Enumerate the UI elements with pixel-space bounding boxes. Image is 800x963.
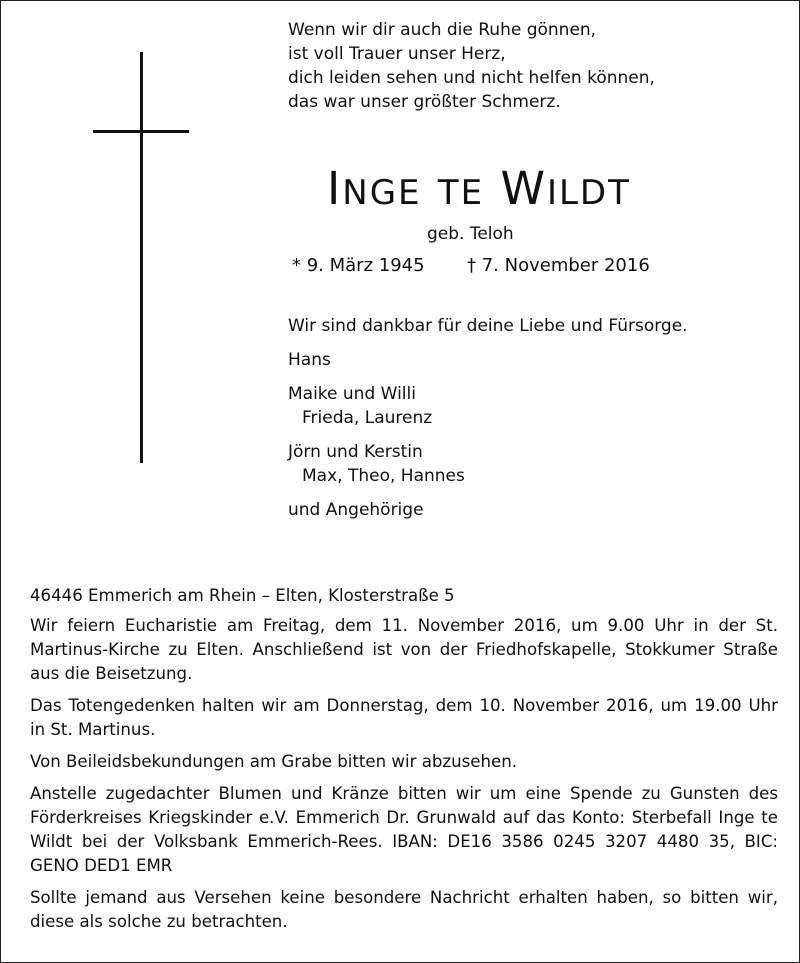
name-first-rest: NGE (342, 173, 422, 213)
name-last-initial: W (500, 162, 547, 215)
death-date: † 7. November 2016 (467, 255, 650, 276)
name-middle: TE (437, 173, 485, 213)
name-first-initial: I (327, 162, 343, 215)
mass-info: Wir feiern Eucharistie am Freitag, dem 11. November 2016, um 9.00 Uhr in der St. Martinus-Kirche zu Elten. Anschließend ist von der Friedhofskapelle, Stokkumer Straße aus die Beisetzung. (30, 616, 778, 683)
address: 46446 Emmerich am Rhein – Elten, Klosterstraße 5 (30, 586, 455, 605)
mourner-joern-children: Max, Theo, Hannes (302, 466, 465, 486)
mourner-hans: Hans (288, 350, 331, 370)
poem-line: das war unser größter Schmerz. (288, 92, 561, 112)
details-section (30, 584, 778, 942)
memorial-info: Das Totengedenken halten wir am Donnerstag, dem 10. November 2016, um 19.00 Uhr in St. Martinus. (30, 696, 778, 739)
mourner-relatives: und Angehörige (288, 500, 424, 520)
deceased-name (327, 162, 631, 215)
name-last-rest: ILDT (546, 173, 631, 213)
maiden-name: geb. Teloh (427, 224, 514, 244)
donation-info: Anstelle zugedachter Blumen und Kränze bitten wir um eine Spende zu Gunsten des Förderkreises Kriegskinder e.V. Emmerich Dr. Grunwald auf das Konto: Sterbefall Inge te Wildt bei der Volksbank Emmerich-Rees. IBAN: DE16 3586 0245 3207 4480 35, BIC: GENO DED1 EMR (30, 784, 778, 875)
cross-vertical-bar (140, 52, 143, 463)
cross-horizontal-bar (93, 130, 189, 133)
mourner-maike: Maike und Willi (288, 384, 416, 404)
notice: Sollte jemand aus Versehen keine besondere Nachricht erhalten haben, so bitten wir, diese als solche zu betrachten. (30, 888, 778, 931)
mourner-maike-children: Frieda, Laurenz (302, 408, 433, 428)
poem-line: Wenn wir dir auch die Ruhe gönnen, (288, 20, 597, 40)
gratitude-line: Wir sind dankbar für deine Liebe und Fürsorge. (288, 316, 688, 336)
birth-date: * 9. März 1945 (292, 255, 425, 276)
poem-line: ist voll Trauer unser Herz, (288, 44, 506, 64)
condolence-note: Von Beileidsbekundungen am Grabe bitten wir abzusehen. (30, 752, 518, 771)
mourners-list (288, 314, 688, 522)
mourner-joern: Jörn und Kerstin (288, 442, 423, 462)
poem-line: dich leiden sehen und nicht helfen können, (288, 68, 655, 88)
poem (288, 18, 655, 114)
